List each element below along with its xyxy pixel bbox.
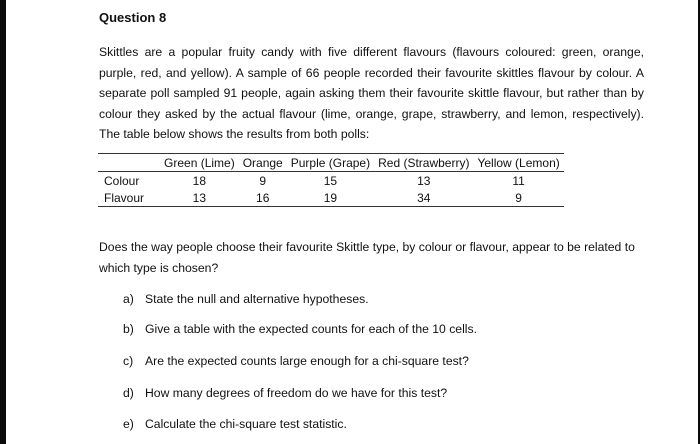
question-heading: Question 8	[99, 10, 167, 25]
intro-paragraph: Skittles are a popular fruity candy with five different flavours (flavours coloured: green, orange, purple, red, and yellow). A sample of 66 people recorded their favourite skittles flavour by colour. A separate poll sampled 91 people, again asking them their favourite skittle flavour, but rather than by colour they asked by the actual flavour (lime, orange, grape, strawberry, and lemon, respectively). The table below shows the results from both polls:	[99, 45, 644, 142]
part-text: How many degrees of freedom do we have for this test?	[145, 386, 448, 400]
table-header-row	[98, 154, 564, 172]
part-letter: c)	[123, 354, 134, 368]
row-label-colour: Colour	[104, 174, 140, 188]
question-part-e	[123, 417, 347, 431]
part-text: State the null and alternative hypotheses.	[145, 292, 369, 306]
question-part-c	[123, 354, 469, 368]
part-letter: b)	[123, 322, 134, 336]
table-cell: 16	[239, 189, 287, 207]
table-cell: 18	[192, 174, 207, 188]
column-header-orange: Orange	[239, 154, 287, 172]
table-cell: 11	[512, 174, 525, 188]
part-text: Give a table with the expected counts for each of the 10 cells.	[145, 322, 477, 336]
column-header-green-lime: Green (Lime)	[160, 154, 239, 172]
table-cell: 15	[323, 174, 338, 188]
part-letter: e)	[123, 417, 134, 431]
table-cell: 13	[417, 174, 431, 188]
table-row-flavour	[98, 189, 564, 207]
table-cell: 13	[160, 189, 239, 207]
document-page	[6, 0, 698, 444]
question-part-d	[123, 386, 447, 400]
row-label-flavour: Flavour	[98, 189, 160, 207]
part-text: Are the expected counts large enough for a chi-square test?	[145, 354, 469, 368]
table-corner-cell	[98, 154, 160, 172]
table-cell: 9	[259, 174, 267, 188]
table-cell: 9	[473, 189, 563, 207]
column-header-purple-grape: Purple (Grape)	[287, 154, 374, 172]
table-cell: 34	[374, 189, 473, 207]
results-table	[98, 153, 564, 207]
question-part-a	[123, 292, 369, 306]
question-part-b	[123, 322, 477, 336]
table-cell: 19	[287, 189, 374, 207]
part-letter: a)	[123, 292, 134, 306]
part-text: Calculate the chi-square test statistic.	[145, 417, 347, 431]
question-text: Does the way people choose their favourite Skittle type, by colour or flavour, appear to be related to which type is chosen?	[99, 240, 635, 275]
part-letter: d)	[123, 386, 134, 400]
table-row-colour	[98, 172, 564, 190]
column-header-red-strawberry: Red (Strawberry)	[374, 154, 473, 172]
column-header-yellow-lemon: Yellow (Lemon)	[473, 154, 563, 172]
